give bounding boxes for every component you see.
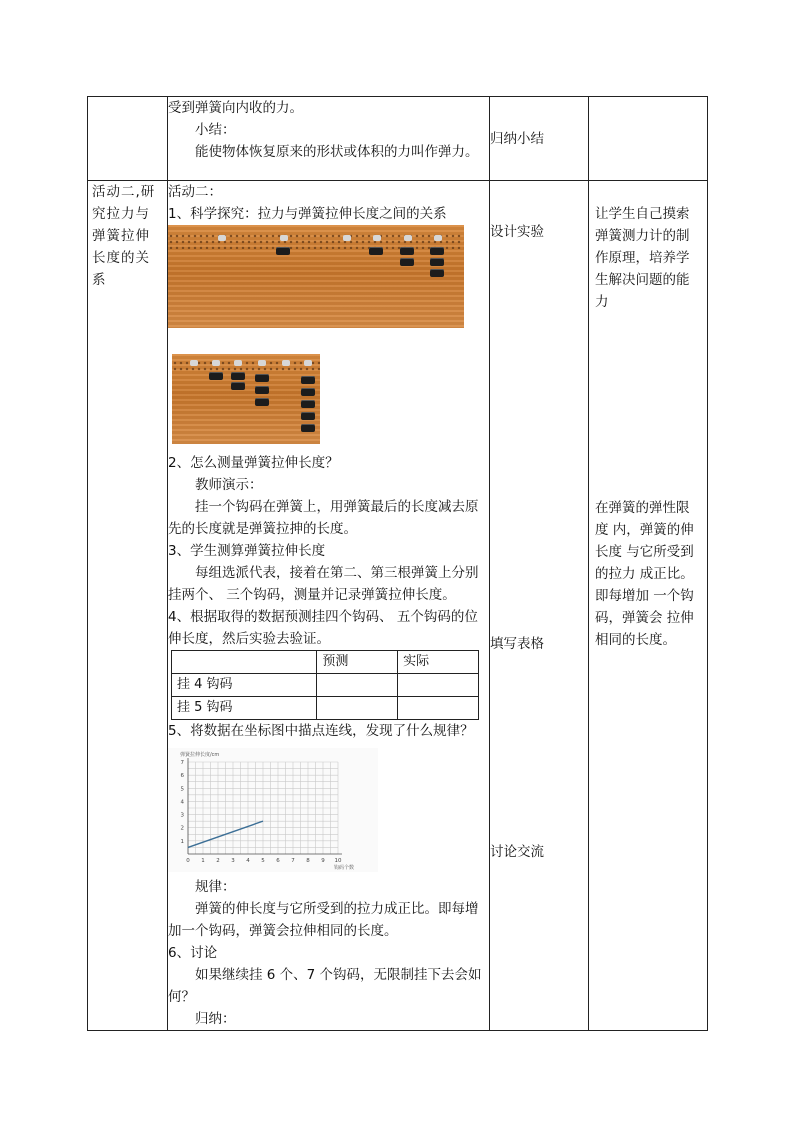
activity-cell xyxy=(88,181,168,1031)
step-5: 5、将数据在坐标图中描点连线，发现了什么规律？ xyxy=(168,723,474,739)
x-tick-label: 5 xyxy=(261,858,265,864)
table-row xyxy=(88,181,708,1031)
x-tick-label: 4 xyxy=(246,858,250,864)
x-tick-label: 3 xyxy=(231,858,235,864)
actual-cell xyxy=(398,697,479,720)
x-tick-label: 9 xyxy=(321,858,325,864)
y-tick-label: 2 xyxy=(180,825,184,832)
content-cell xyxy=(168,181,490,1031)
content-cell xyxy=(168,97,490,181)
y-tick-label: 7 xyxy=(180,760,184,766)
y-tick-label: 6 xyxy=(180,773,184,780)
teacher-activity: 填写表格 xyxy=(490,636,544,652)
teacher-activity: 讨论交流 xyxy=(490,844,544,860)
header-cell xyxy=(172,651,317,674)
rule-label: 规律： xyxy=(195,879,236,895)
demo-text: 挂一个钩码在弹簧上，用弹簧最后的长度减去原先的长度就是弹簧拉抻的长度。 xyxy=(168,499,479,537)
intent-cell xyxy=(589,97,708,181)
x-tick-label: 8 xyxy=(306,858,310,864)
lesson-plan-table xyxy=(87,96,708,1031)
prediction-cell xyxy=(317,674,398,697)
summary-text: 能使物体恢复原来的形状或体积的力叫作弹力。 xyxy=(195,144,479,160)
row-label: 挂 4 钩码 xyxy=(172,674,317,697)
x-tick-label: 2 xyxy=(216,858,220,864)
y-tick-label: 4 xyxy=(180,799,184,806)
teacher-demo-label: 教师演示： xyxy=(195,477,263,493)
step-1: 1、科学探究：拉力与弹簧拉伸长度之间的关系 xyxy=(168,206,447,222)
x-tick-label: 1 xyxy=(201,858,205,864)
intent-cell xyxy=(589,181,708,1031)
step-2: 2、怎么测量弹簧拉伸长度？ xyxy=(168,455,339,471)
y-tick-label: 3 xyxy=(180,812,184,819)
x-tick-label: 10 xyxy=(334,858,342,864)
step-3: 3、学生测算弹簧拉伸长度 xyxy=(168,543,326,559)
actual-cell xyxy=(398,674,479,697)
spring-extension-chart xyxy=(168,748,378,872)
step-6: 6、讨论 xyxy=(168,945,218,961)
x-tick-label: 6 xyxy=(276,858,280,864)
summary-label: 归纳： xyxy=(195,1011,236,1027)
header-cell: 实际 xyxy=(398,651,479,674)
teacher-cell xyxy=(490,181,589,1031)
y-tick-label: 5 xyxy=(180,786,184,793)
x-tick-label: 0 xyxy=(186,858,190,864)
activity-heading: 活动二： xyxy=(168,184,222,200)
table-row xyxy=(172,674,479,697)
chart-y-axis-label: 弹簧拉伸长度/cm xyxy=(180,752,220,758)
spring-experiment-photo-2 xyxy=(172,354,320,444)
y-tick-label: 1 xyxy=(180,838,184,845)
header-cell: 预测 xyxy=(317,651,398,674)
prediction-table xyxy=(171,650,479,720)
step-3-text: 每组选派代表，接着在第二、第三根弹簧上分别挂两个、 三个钩码，测量并记录弹簧拉伸长度。 xyxy=(168,565,479,603)
x-tick-label: 7 xyxy=(291,858,295,864)
rule-text: 弹簧的伸长度与它所受到的拉力成正比。即每增加一个钩码，弹簧会拉伸相同的长度。 xyxy=(168,901,479,939)
activity-title: 活动二,研究拉力与弹簧拉伸长度的关系 xyxy=(92,184,156,288)
teacher-cell xyxy=(490,97,589,181)
teacher-activity: 设计实验 xyxy=(490,224,544,240)
content-line: 受到弹簧向内收的力。 xyxy=(168,100,303,116)
design-intent-2: 在弹簧的弹性限度 内，弹簧的伸长度 与它所受到的拉力 成正比。即每增加 一个钩码，弹簧会 拉伸相同的长度。 xyxy=(595,500,694,648)
activity-cell xyxy=(88,97,168,181)
table-header-row xyxy=(172,651,479,674)
step-4: 4、根据取得的数据预测挂四个钩码、 五个钩码的位伸长度，然后实验去验证。 xyxy=(168,609,478,647)
teacher-activity: 归纳小结 xyxy=(490,130,544,147)
design-intent-1: 让学生自己摸索弹簧测力计的制作原理，培养学生解决问题的能力 xyxy=(595,206,690,310)
step-6-text: 如果继续挂 6 个、7 个钩码，无限制挂下去会如何？ xyxy=(168,967,482,1005)
spring-experiment-photo-1 xyxy=(168,225,464,328)
prediction-cell xyxy=(317,697,398,720)
table-row xyxy=(172,697,479,720)
summary-label: 小结： xyxy=(195,122,236,138)
row-label: 挂 5 钩码 xyxy=(172,697,317,720)
chart-x-axis-label: 钩码个数 xyxy=(334,865,355,871)
table-row xyxy=(88,97,708,181)
